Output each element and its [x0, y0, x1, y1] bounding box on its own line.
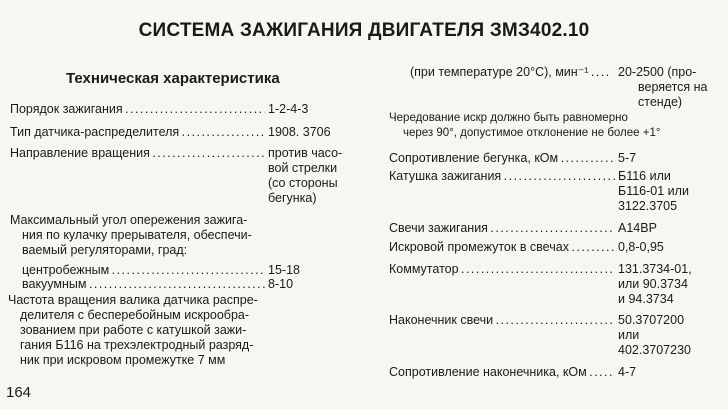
commutator-value: 131.3734-01, или 90.3734 и 94.3734: [618, 262, 692, 306]
speed-cont-label: (при температуре 20°С), мин⁻¹ . . .: [410, 65, 610, 80]
vacuum-value: 8-10: [268, 277, 294, 291]
section-subtitle: Техническая характеристика: [66, 70, 280, 87]
speed-cont-row: [410, 65, 722, 113]
sensor-type-label: Тип датчика-распределителя . . .: [10, 125, 265, 140]
firing-order-label: Порядок зажигания . . .: [10, 102, 265, 117]
coil-row: [389, 169, 724, 217]
commutator-row: [389, 262, 724, 310]
tip-resistance-label: Сопротивление наконечника, кОм . . .: [389, 365, 615, 380]
page-title: СИСТЕМА ЗАЖИГАНИЯ ДВИГАТЕЛЯ ЗМЗ402.10: [138, 20, 590, 41]
centrifugal-value: 15-18: [268, 263, 300, 277]
speed-cont-value: 20-2500 (про- веряется на стенде): [618, 65, 708, 109]
plug-tip-row: [389, 313, 724, 361]
rotation-value: против часо- вой стрелки (со стороны бегунка): [268, 146, 343, 205]
spark-plugs-value: А14ВР: [618, 221, 657, 235]
plug-tip-label: Наконечник свечи . . .: [389, 313, 615, 328]
rotation-label: Направление вращения . . .: [10, 146, 265, 161]
spark-gap-label: Искровой промежуток в свечах . . .: [389, 240, 615, 255]
spark-plugs-label: Свечи зажигания . . .: [389, 221, 615, 236]
coil-label: Катушка зажигания . . .: [389, 169, 615, 184]
firing-order-value: 1-2-4-3: [268, 102, 309, 116]
rotor-resistance-value: 5-7: [618, 151, 637, 165]
rotation-speed-text: Частота вращения валика датчика распре- делителя с бесперебойным искрообра- зованием при работе с катушкой зажи- гания Б116 на трехэлектродный разряд- ник при искровом промежутке 7 мм: [8, 293, 258, 367]
page-number: 164: [6, 384, 32, 401]
rotor-resistance-label: Сопротивление бегунка, кОм . . .: [389, 151, 615, 166]
commutator-label: Коммутатор . . .: [389, 262, 615, 277]
tip-resistance-value: 4-7: [618, 365, 637, 379]
coil-value: Б116 или Б116-01 или 3122.3705: [618, 169, 689, 213]
sensor-type-value: 1908. 3706: [268, 125, 331, 139]
advance-angle-text: Максимальный угол опережения зажига- ния по кулачку прерывателя, обеспечи- ваемый регуляторами, град:: [10, 213, 252, 257]
rotation-row: [10, 146, 370, 210]
spark-gap-value: 0,8-0,95: [618, 240, 664, 254]
vacuum-label: вакуумным . . .: [22, 277, 265, 292]
plug-tip-value: 50.3707200 или 402.3707230: [618, 313, 691, 357]
centrifugal-label: центробежным . . .: [22, 263, 265, 278]
spark-alternation-text: Чередование искр должно быть равномерно через 90°, допустимое отклонение не более +1°: [389, 112, 661, 139]
